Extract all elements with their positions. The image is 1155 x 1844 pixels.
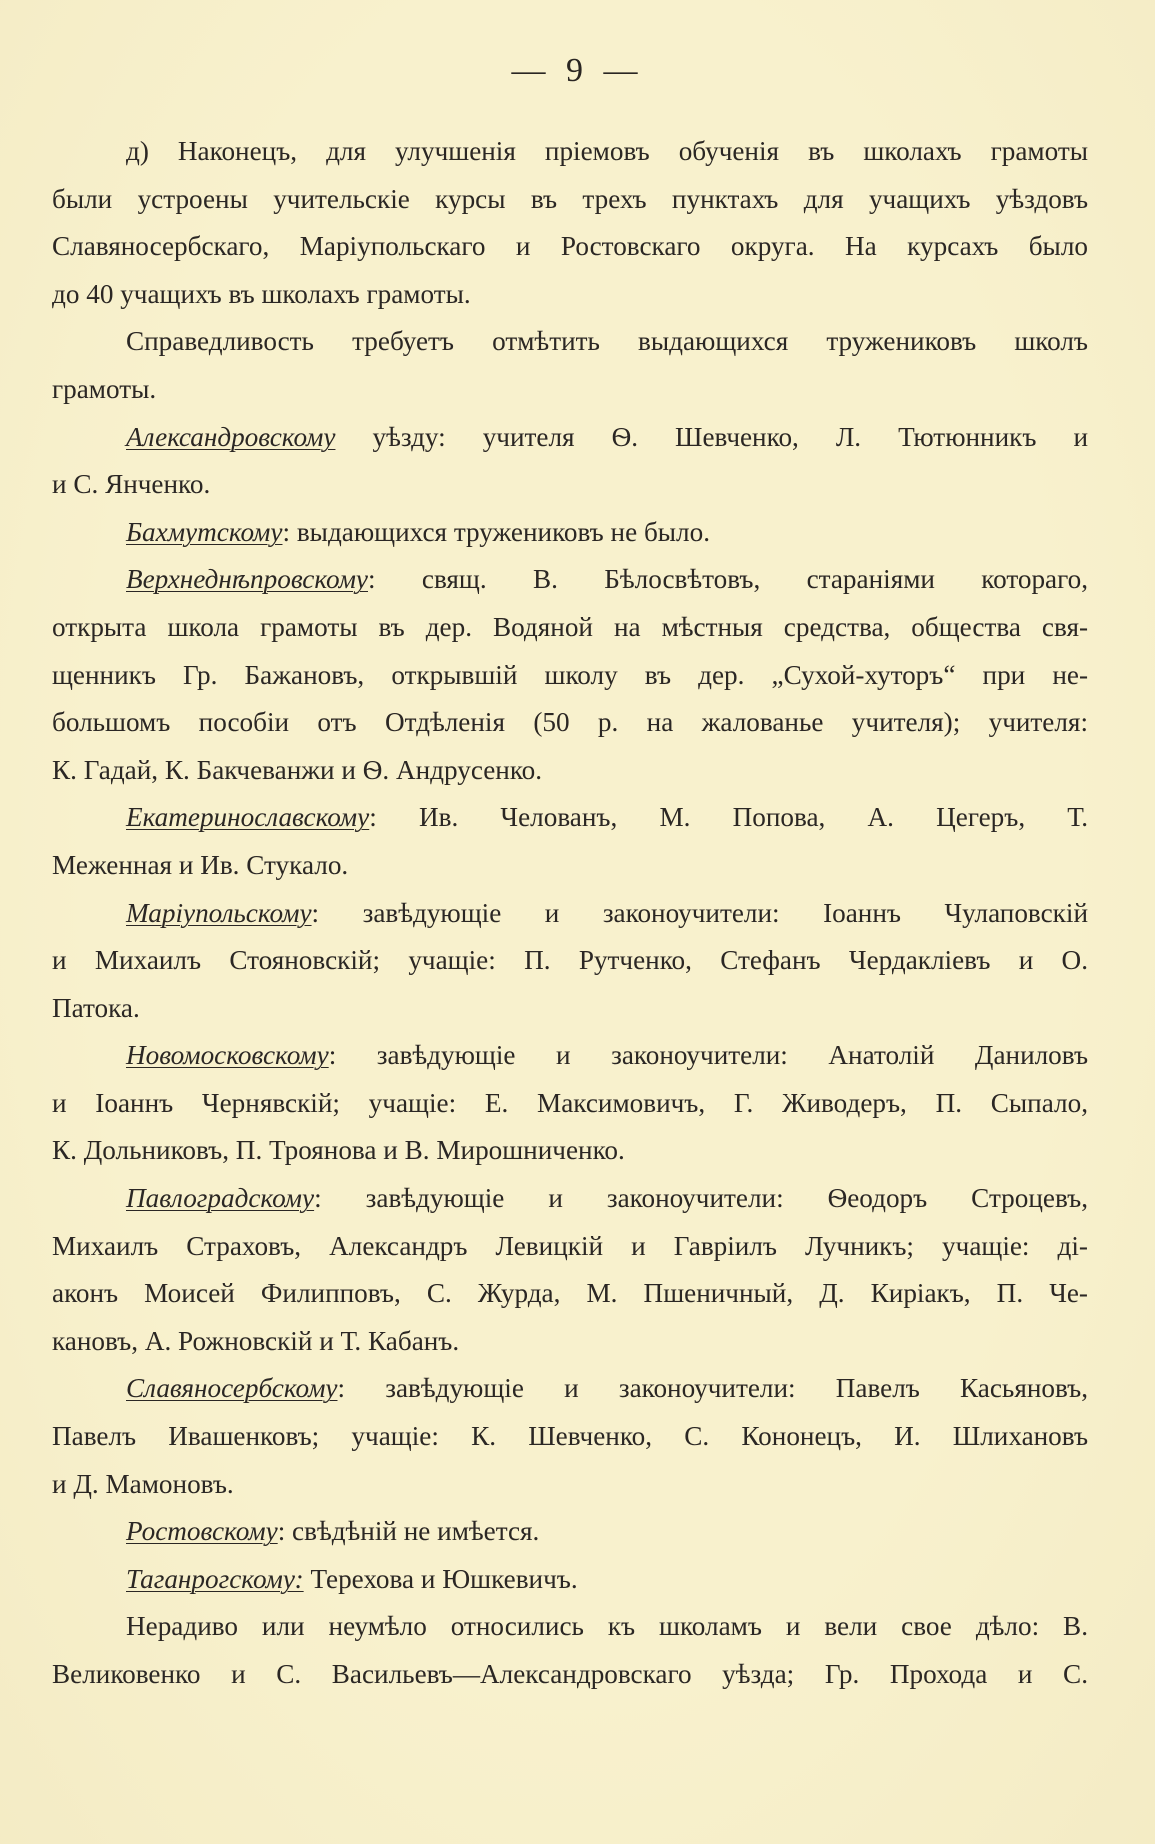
line-text: : завѣдующіе и законоучители: Ѳеодоръ Строцевъ, (314, 1183, 1088, 1214)
district-line (52, 890, 1088, 938)
line-text: уѣзду: учителя Ѳ. Шевченко, Л. Тютюнникъ и (335, 421, 1088, 452)
text-line: Нерадиво или неумѣло относились къ школамъ и вели свое дѣло: В. (126, 1611, 1088, 1642)
text-line: были устроены учительскіе курсы въ трехъ пунктахъ для учащихъ уѣздовъ (52, 183, 1088, 214)
line-text: : Ив. Челованъ, М. Попова, А. Цегеръ, Т. (369, 802, 1088, 833)
district-name: Павлоградскому (126, 1183, 315, 1214)
district-name: Славяносербскому (126, 1373, 338, 1404)
text-line: щенникъ Гр. Бажановъ, открывшій школу въ дер. „Сухой-хуторъ“ при не- (52, 659, 1088, 690)
line-text: Терехова и Юшкевичъ. (303, 1563, 578, 1594)
text-line: аконъ Моисей Филипповъ, С. Журда, М. Пшеничный, Д. Киріакъ, П. Че- (52, 1278, 1088, 1309)
text-line: и Д. Мамоновъ. (52, 1468, 234, 1499)
body-text (52, 128, 1088, 1699)
line-text: : завѣдующіе и законоучители: Анатолій Даниловъ (328, 1040, 1088, 1071)
text-line: открыта школа грамоты въ дер. Водяной на мѣстныя средства, общества свя- (52, 611, 1088, 642)
district-name: Маріупольскому (126, 897, 312, 928)
text-line: и Михаилъ Стояновскій; учащіе: П. Рутченко, Стефанъ Чердакліевъ и О. (52, 945, 1088, 976)
district-name: Бахмутскому (126, 516, 283, 547)
line-text: : свѣдѣній не имѣется. (277, 1516, 540, 1547)
line-text: : завѣдующіе и законоучители: Іоаннъ Чулаповскій (311, 897, 1088, 928)
text-line: К. Дольниковъ, П. Троянова и В. Мирошниченко. (52, 1135, 625, 1166)
district-line (52, 1365, 1088, 1413)
text-line: Михаилъ Страховъ, Александръ Левицкій и Гавріилъ Лучникъ; учащіе: ді- (52, 1230, 1088, 1261)
district-line (52, 556, 1088, 604)
district-name: Таганрогскому: (126, 1563, 304, 1594)
text-line: грамоты. (52, 373, 157, 404)
text-line: кановъ, А. Рожновскій и Т. Кабанъ. (52, 1325, 460, 1356)
district-line (52, 1032, 1088, 1080)
district-line (52, 509, 1088, 557)
line-text: : завѣдующіе и законоучители: Павелъ Касьяновъ, (337, 1373, 1088, 1404)
text-line: Великовенко и С. Васильевъ—Александровскаго уѣзда; Гр. Прохода и С. (52, 1659, 1088, 1689)
district-line (52, 1175, 1088, 1223)
text-line: Патока. (52, 992, 140, 1023)
text-line: и Іоаннъ Чернявскій; учащіе: Е. Максимовичъ, Г. Живодеръ, П. Сыпало, (52, 1087, 1088, 1118)
district-line (52, 1556, 1088, 1604)
page-number: — 9 — (511, 52, 644, 89)
district-line (52, 1508, 1088, 1556)
district-line (52, 794, 1088, 842)
district-name: Новомосковскому (126, 1040, 329, 1071)
text-line: Славяносербскаго, Маріупольскаго и Ростовскаго округа. На курсахъ было (52, 231, 1088, 262)
text-line: и С. Янченко. (52, 469, 211, 500)
text-line: Меженная и Ив. Стукало. (52, 849, 349, 880)
text-line: Павелъ Ивашенковъ; учащіе: К. Шевченко, С. Кононецъ, И. Шлихановъ (52, 1421, 1088, 1452)
text-line: д) Наконецъ, для улучшенія пріемовъ обученія въ школахъ грамоты (126, 136, 1088, 166)
text-line: большомъ пособіи отъ Отдѣленія (50 р. на жалованье учителя); учителя: (52, 707, 1088, 738)
text-line: Справедливость требуетъ отмѣтить выдающихся тружениковъ школъ (126, 326, 1088, 357)
line-text: : выдающихся тружениковъ не было. (282, 516, 710, 547)
text-line: К. Гадай, К. Бакчеванжи и Ѳ. Андрусенко. (52, 754, 543, 785)
text-line: до 40 учащихъ въ школахъ грамоты. (52, 278, 471, 309)
district-name: Верхнеднѣпровскому (126, 564, 368, 595)
district-line (52, 414, 1088, 462)
district-name: Александровскому (126, 421, 336, 452)
line-text: : свящ. В. Бѣлосвѣтовъ, стараніями котораго, (368, 564, 1088, 595)
district-name: Ростовскому (126, 1516, 278, 1547)
district-name: Екатеринославскому (126, 802, 370, 833)
